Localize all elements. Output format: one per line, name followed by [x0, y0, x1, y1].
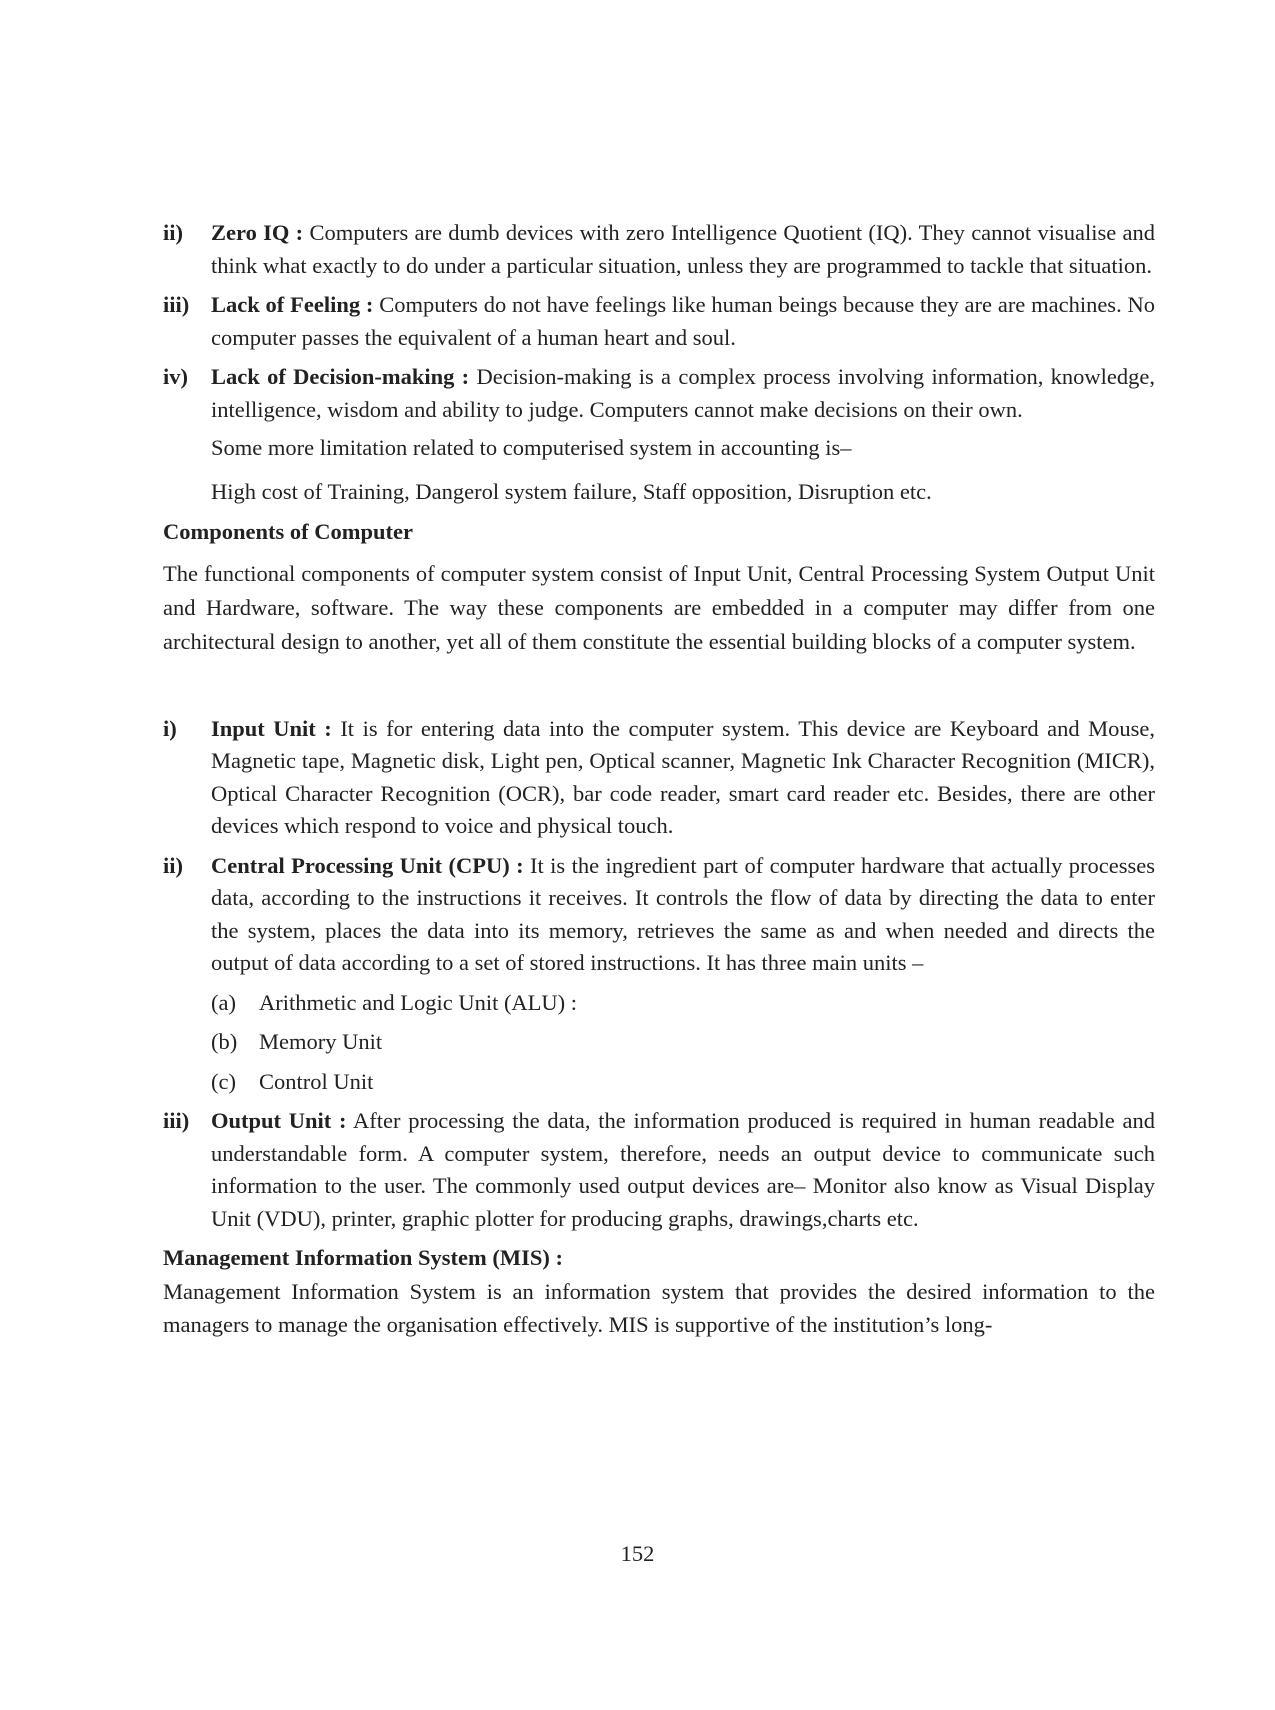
list-item-term: Central Processing Unit (CPU) :: [211, 852, 524, 878]
list-item-term: Zero IQ :: [211, 220, 304, 245]
list-item-term: Lack of Feeling :: [211, 292, 374, 317]
cpu-unit-alu: [211, 987, 1155, 1020]
list-item-text: It is the ingredient part of computer hardware that actually processes data, according to the instructions it receives. It controls the flow of data by directing the data to enter the system, places the data into its memory, retrieves the same as and when needed and directs the output of data according to a set of stored instructions. It has three main units –: [211, 852, 1155, 975]
mis-heading: Management Information System (MIS) :: [163, 1245, 563, 1270]
sub-text: Control Unit: [259, 1068, 374, 1094]
list-item-term: Output Unit :: [211, 1108, 347, 1133]
list-number: ii): [163, 852, 183, 878]
sub-text: Arithmetic and Logic Unit (ALU) :: [259, 989, 578, 1015]
page-content: [163, 217, 1155, 1341]
list-number: iv): [163, 364, 188, 389]
sub-label: (b): [211, 1029, 238, 1054]
list-item-text: Computers do not have feelings like human beings because they are are machines. No computer passes the equivalent of a human heart and soul.: [211, 292, 1155, 350]
sub-label: (a): [211, 989, 236, 1015]
list-number: ii): [163, 220, 183, 245]
list-item-text: It is for entering data into the computer system. This device are Keyboard and Mouse, Magnetic tape, Magnetic disk, Light pen, Optical scanner, Magnetic Ink Character Recognition (MICR), Optical Character Recognition (OCR), bar code reader, smart card reader etc. Besides, there are other devices which respond to voice and physical touch.: [211, 715, 1155, 838]
page-number: 152: [620, 1541, 655, 1566]
list-item-body: [211, 217, 1155, 282]
list-item-body: [211, 850, 1155, 980]
mis-paragraph: Management Information System is an information system that provides the desired information to the managers to manage the organisation effectively. MIS is supportive of the institution’s long-: [163, 1278, 1155, 1337]
sub-text: Memory Unit: [259, 1029, 383, 1054]
list-item-term: Input Unit :: [211, 715, 332, 741]
list-item-lack-of-feeling: [163, 289, 1155, 354]
list-number: iii): [163, 1108, 190, 1133]
list-item-text: After processing the data, the information produced is required in human readable and understandable form. A computer system, therefore, needs an output device to communicate such information to the user. The commonly used output devices are– Monitor also know as Visual Display Unit (VDU), printer, graphic plotter for producing graphs, drawings,charts etc.: [211, 1108, 1155, 1231]
list-item-body: [211, 713, 1155, 843]
list-number: i): [163, 715, 177, 741]
list-item-cpu: [163, 850, 1155, 980]
list-item-term: Lack of Decision-making :: [211, 364, 470, 389]
list-item-output-unit: [163, 1105, 1155, 1235]
list-number: iii): [163, 292, 190, 317]
list-item-input-unit: [163, 713, 1155, 843]
sub-label: (c): [211, 1068, 236, 1094]
components-paragraph: The functional components of computer system consist of Input Unit, Central Processing System Output Unit and Hardware, software. The way these components are embedded in a computer may differ from one architectural design to another, yet all of them constitute the essential building blocks of a computer system.: [163, 560, 1155, 654]
list-item-body: [211, 1105, 1155, 1235]
list-item-zero-iq: [163, 217, 1155, 282]
cpu-unit-memory: [211, 1026, 1155, 1059]
more-limitation-text: Some more limitation related to computerised system in accounting is–: [211, 435, 852, 460]
cpu-unit-control: [211, 1066, 1155, 1099]
list-item-text: Computers are dumb devices with zero Intelligence Quotient (IQ). They cannot visualise and think what exactly to do under a particular situation, unless they are programmed to tackle that situation.: [211, 220, 1155, 278]
list-item-body: [211, 289, 1155, 354]
components-heading: Components of Computer: [163, 519, 413, 544]
list-item-text: Decision-making is a complex process involving information, knowledge, intelligence, wisdom and ability to judge. Computers cannot make decisions on their own.: [211, 364, 1155, 422]
list-item-lack-of-decision-making: [163, 361, 1155, 426]
limitation-list-text: High cost of Training, Dangerol system failure, Staff opposition, Disruption etc.: [211, 478, 932, 504]
list-item-body: [211, 361, 1155, 426]
